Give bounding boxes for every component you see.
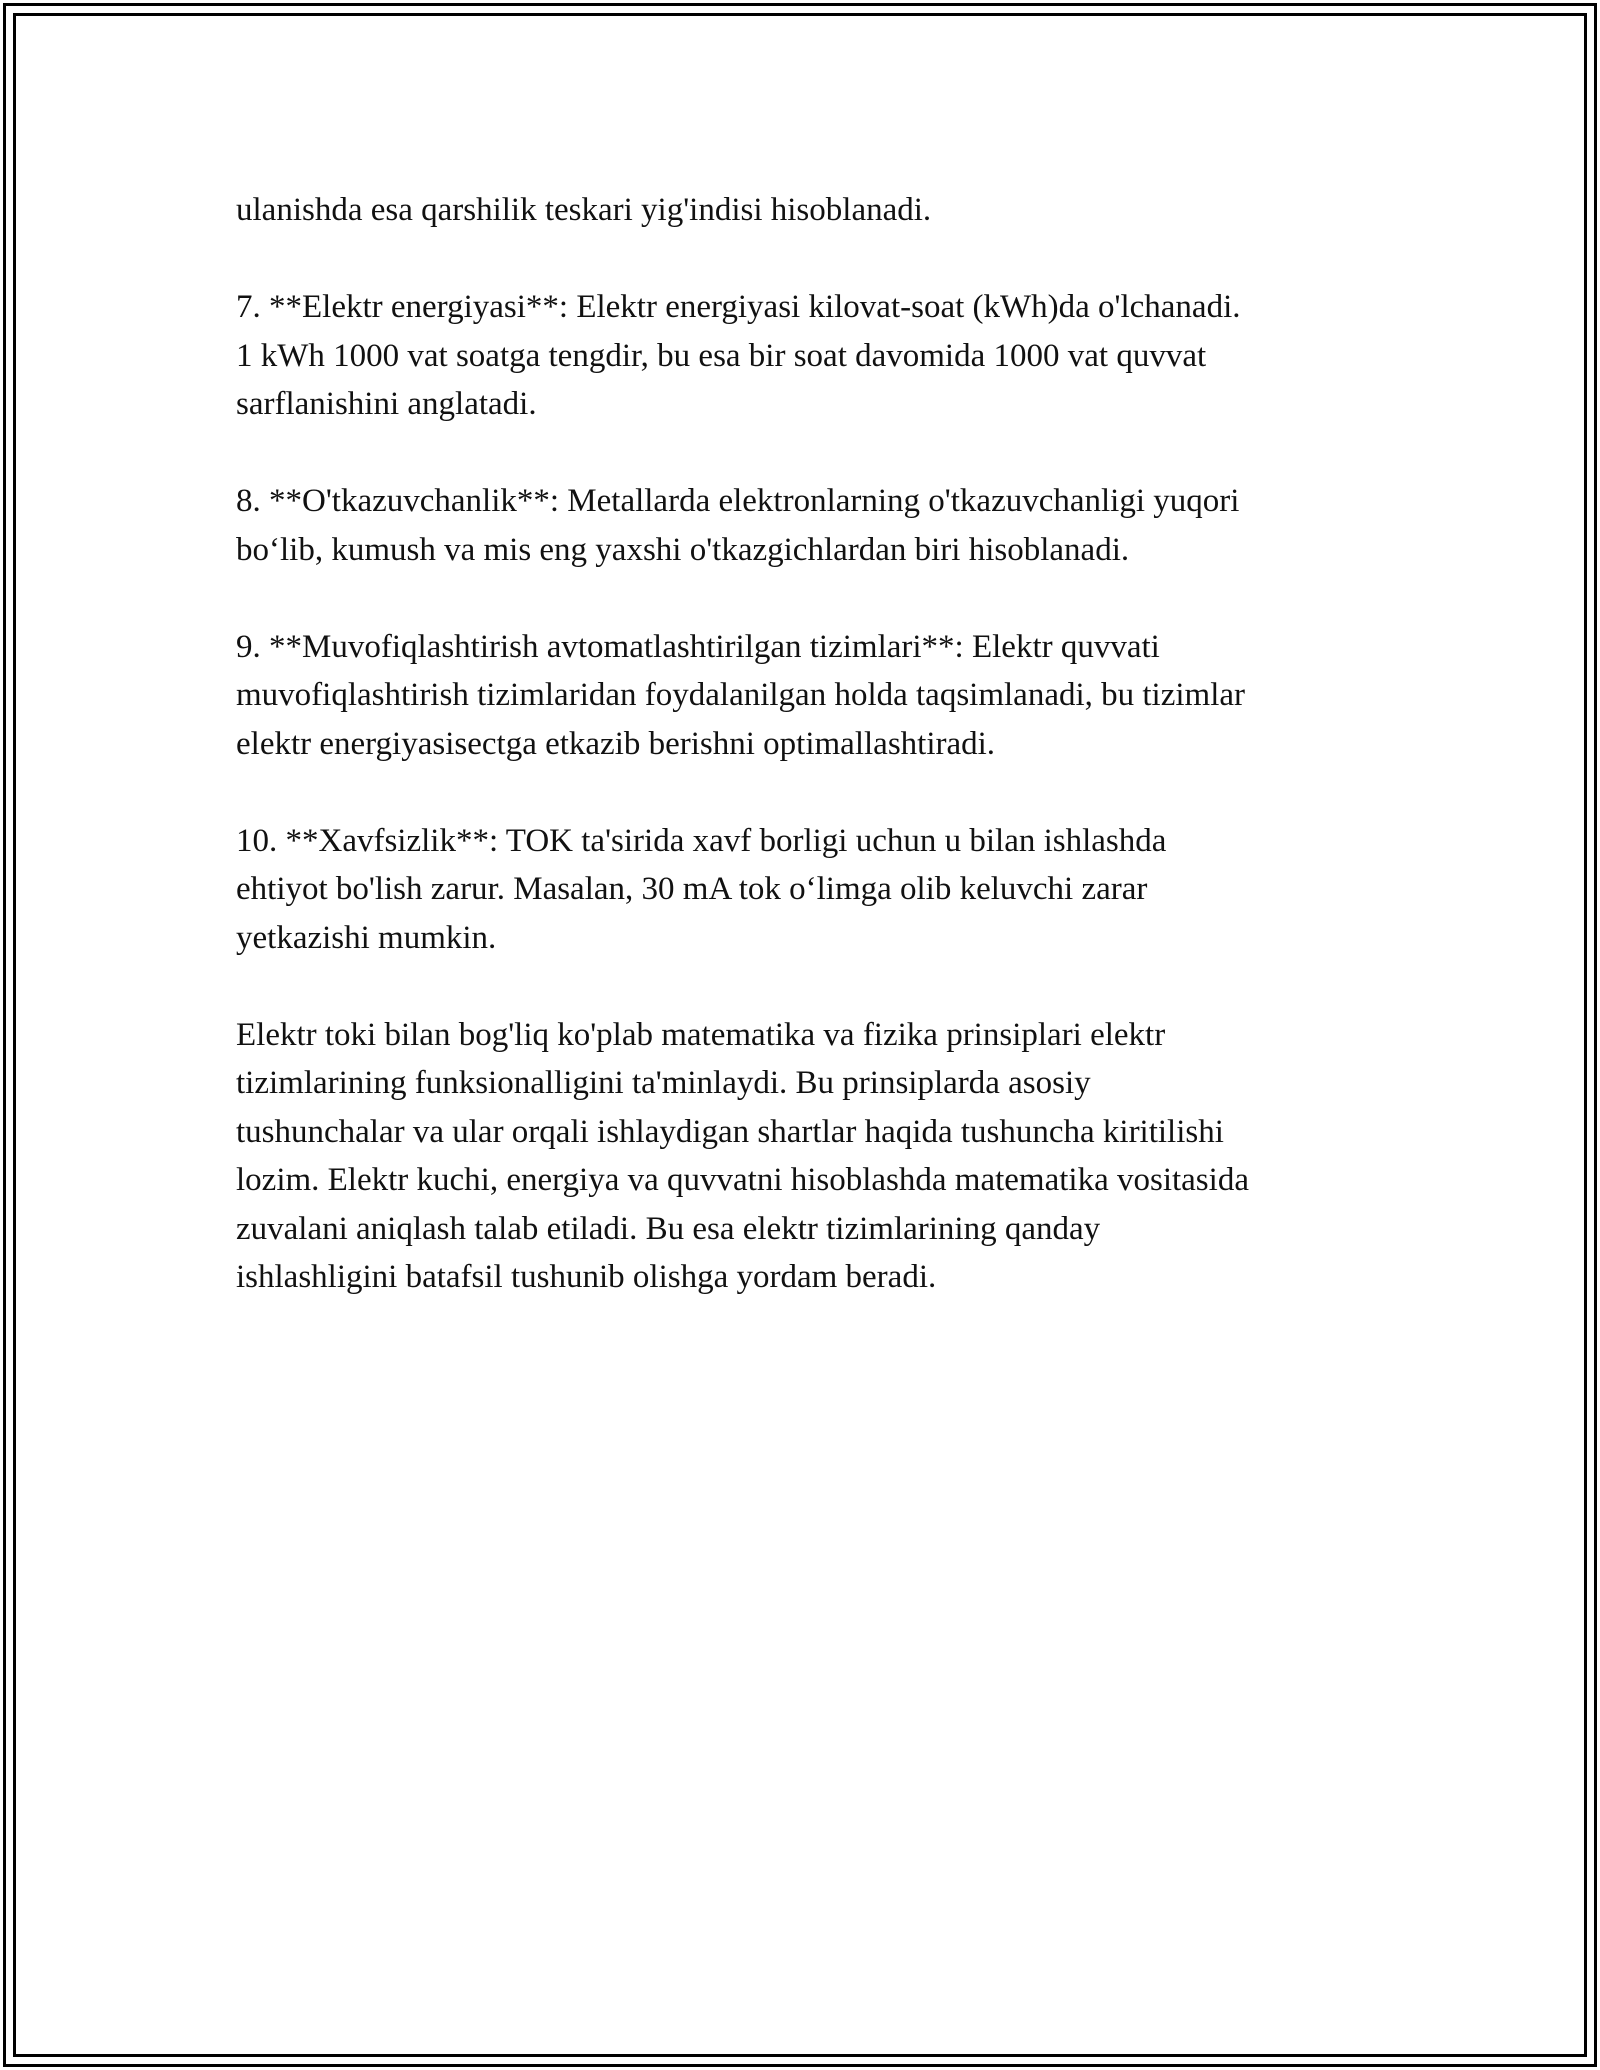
- document-body: [236, 186, 1386, 1350]
- list-item-9: 9. **Muvofiqlashtirish avtomatlashtirilgan tizimlari**: Elektr quvvati muvofiqlashtirish tizimlaridan foydalanilgan holda taqsimlanadi, bu tizimlar elektr energiyasisectga etkazib berishni optimallashtiradi.: [236, 628, 1246, 762]
- paragraph-conclusion: Elektr toki bilan bog'liq ko'plab matematika va fizika prinsiplari elektr tizimlarining funksionalligini ta'minlaydi. Bu prinsiplarda asosiy tushunchalar va ular orqali ishlaydigan shartlar haqida tushuncha kiritilishi lozim. Elektr kuchi, energiya va quvvatni hisoblashda matematika vositasida zuvalani aniqlash talab etiladi. Bu esa elektr tizimlarining qanday ishlashligini batafsil tushunib olishga yordam beradi.: [236, 1016, 1249, 1295]
- list-item-10: 10. **Xavfsizlik**: TOK ta'sirida xavf borligi uchun u bilan ishlashda ehtiyot bo'lish zarur. Masalan, 30 mA tok o‘limga olib keluvchi zarar yetkazishi mumkin.: [236, 822, 1167, 956]
- list-item-7: 7. **Elektr energiyasi**: Elektr energiyasi kilovat-soat (kWh)da o'lchanadi. 1 kWh 1000 vat soatga tengdir, bu esa bir soat davomida 1000 vat quvvat sarflanishini anglatadi.: [236, 289, 1241, 422]
- list-item-8: 8. **O'tkazuvchanlik**: Metallarda elektronlarning o'tkazuvchanligi yuqori bo‘lib, kumush va mis eng yaxshi o'tkazgichlardan biri hisoblanadi.: [236, 483, 1240, 568]
- paragraph-continuation: ulanishda esa qarshilik teskari yig'indisi hisoblanadi.: [236, 192, 932, 228]
